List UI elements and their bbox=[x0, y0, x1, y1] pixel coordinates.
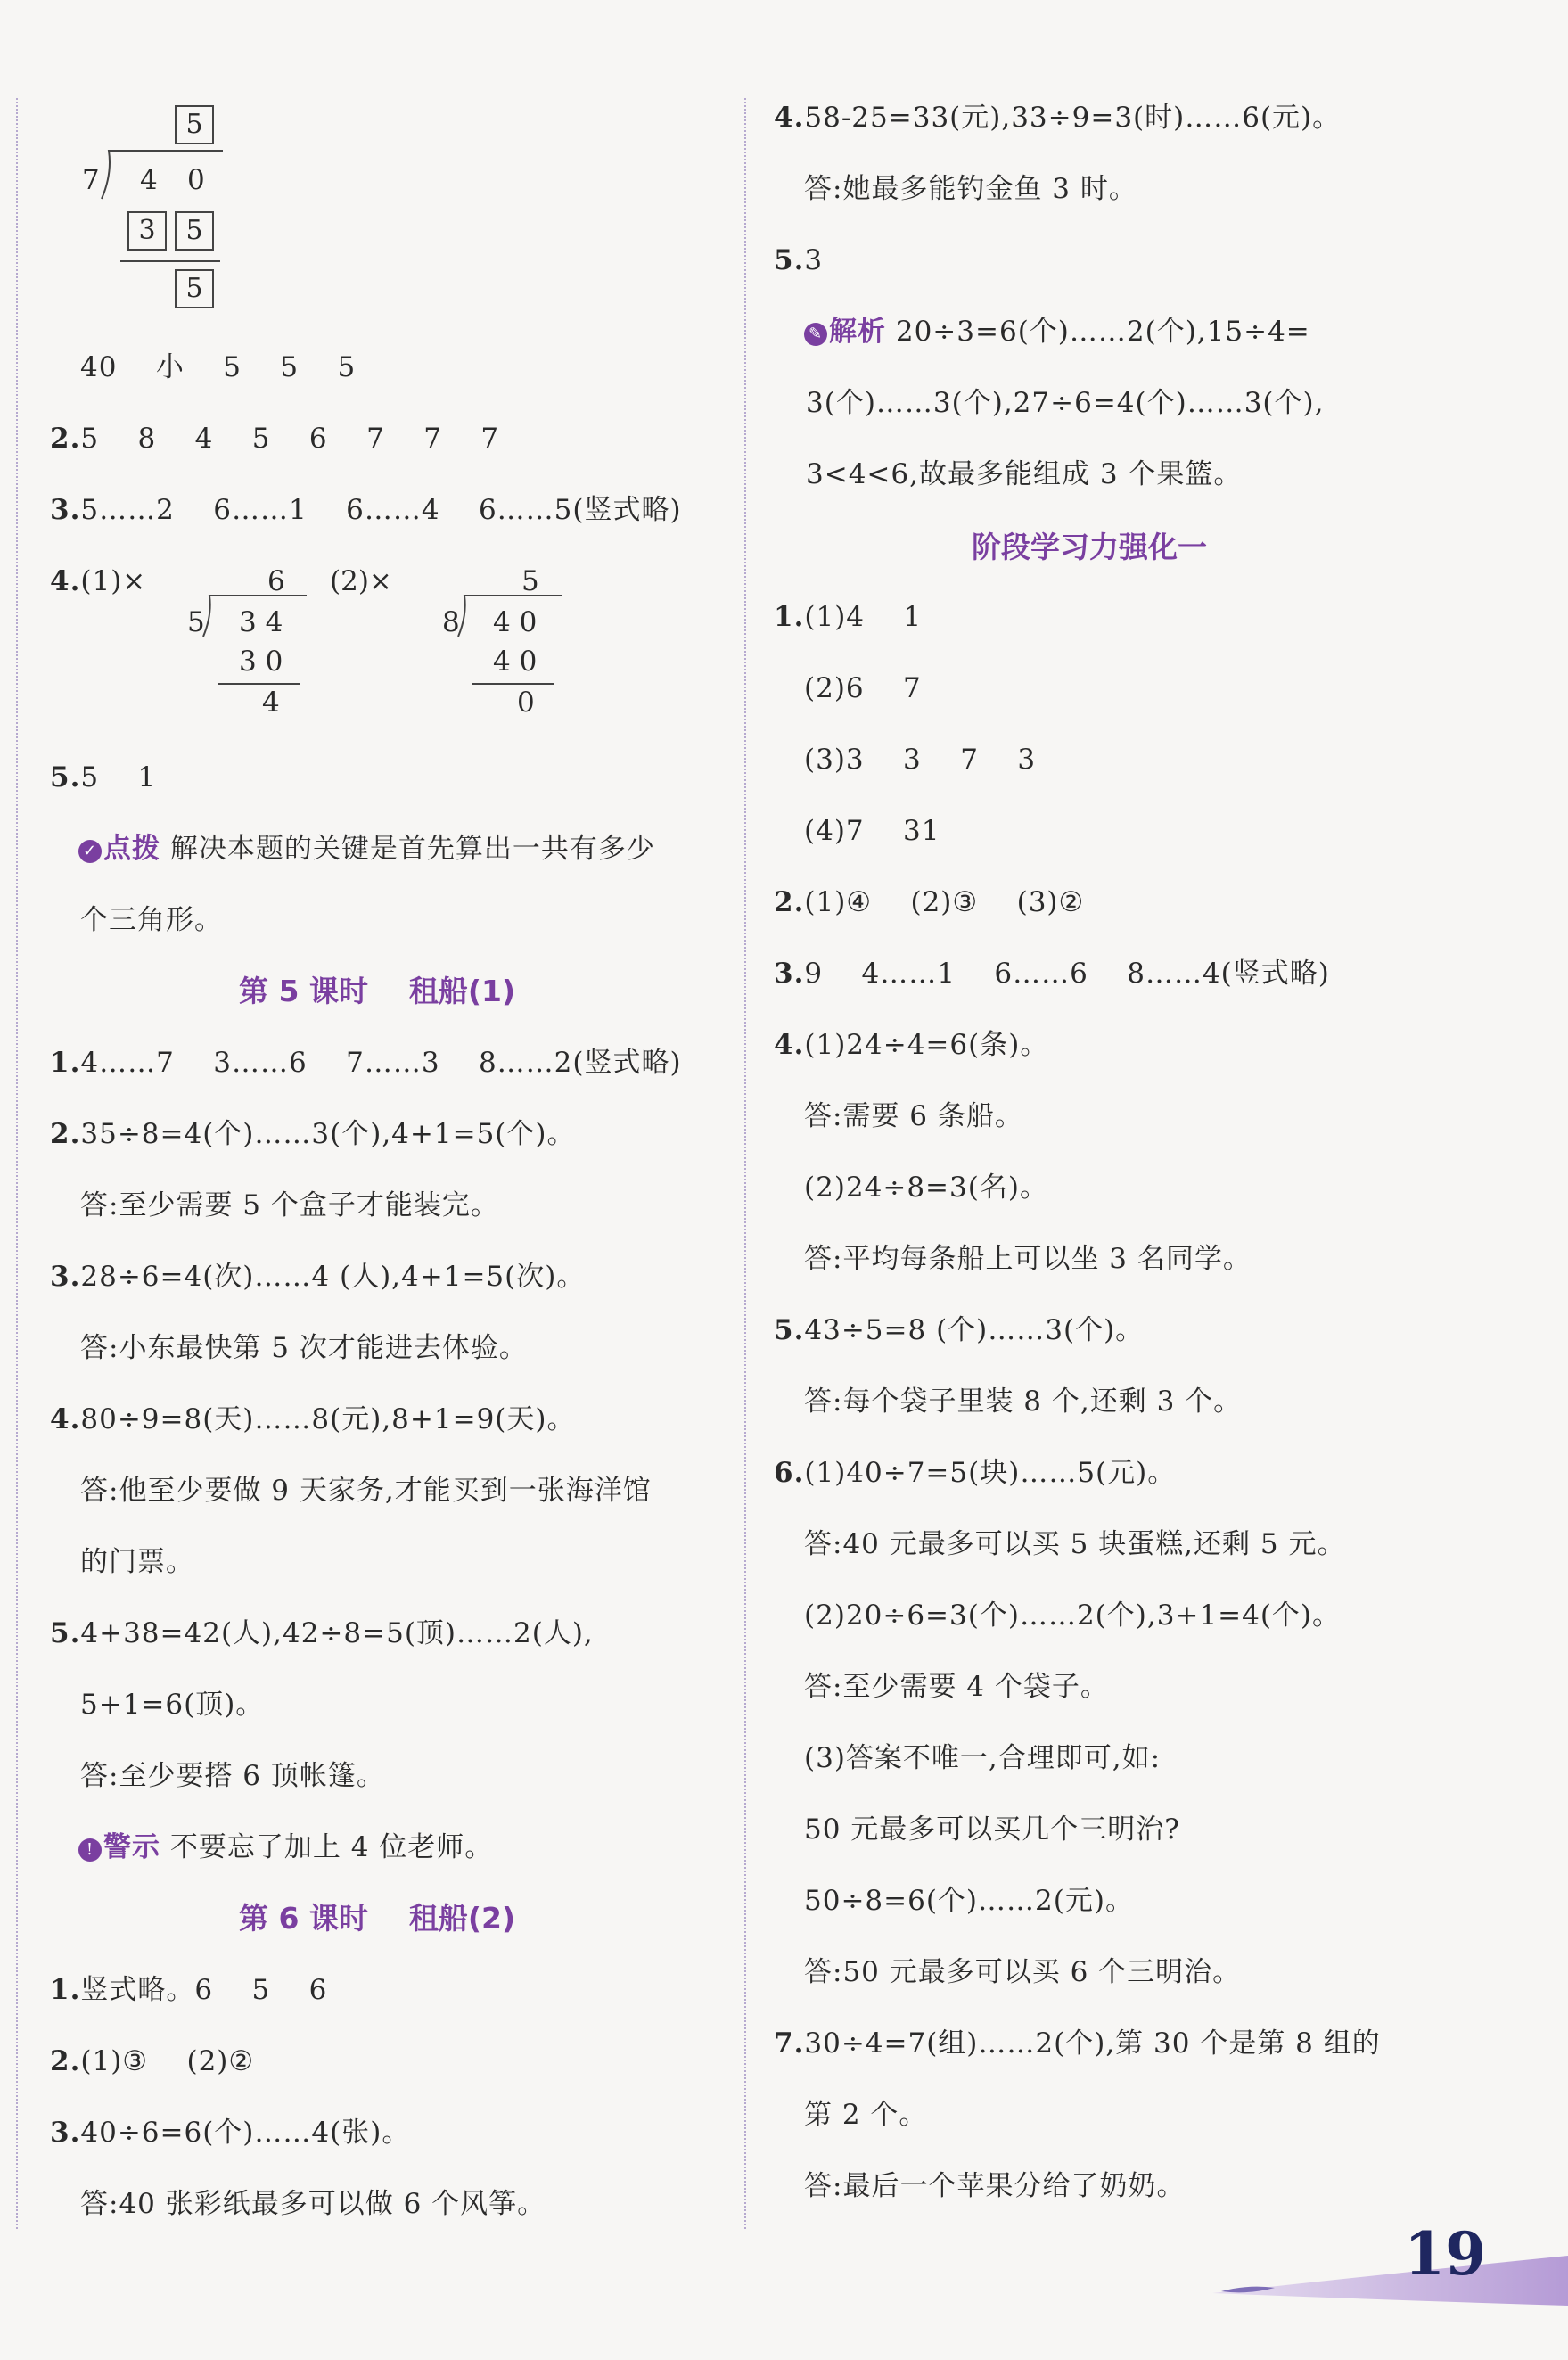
div-remainder: 0 bbox=[517, 687, 535, 719]
analysis-note bbox=[804, 314, 1310, 349]
q-text: 竖式略。6 5 6 bbox=[80, 1974, 328, 2006]
q-text: 4……7 3……6 7……3 8……2(竖式略) bbox=[80, 1047, 682, 1079]
answer-line bbox=[50, 1116, 575, 1152]
product-box-2: 5 bbox=[175, 211, 214, 251]
div-divisor: 8 bbox=[442, 606, 460, 638]
q-number: 7. bbox=[774, 2027, 805, 2060]
answer-line bbox=[804, 1598, 1341, 1633]
q-number: 4. bbox=[50, 565, 81, 597]
div-dividend: 3 4 bbox=[239, 606, 283, 638]
answer-line bbox=[80, 1473, 652, 1509]
q-text: 答:需要 6 条船。 bbox=[804, 1100, 1023, 1132]
answer-line bbox=[804, 171, 1137, 207]
answer-line bbox=[804, 1740, 1161, 1776]
q-number: 5. bbox=[774, 244, 805, 276]
exclamation-icon: ! bbox=[78, 1838, 102, 1862]
q-text: (2)24÷8=3(名)。 bbox=[804, 1172, 1048, 1204]
q-number: 5. bbox=[50, 1617, 81, 1649]
left-q3 bbox=[50, 492, 682, 528]
q-number: 6. bbox=[774, 1457, 805, 1489]
q-text: (1)③ (2)② bbox=[80, 2045, 255, 2077]
q-text: 答:至少需要 4 个袋子。 bbox=[804, 1671, 1109, 1703]
answer-line bbox=[50, 1402, 575, 1437]
answer-line bbox=[774, 2026, 1381, 2061]
tip-dianbo bbox=[78, 831, 655, 867]
division-rule bbox=[218, 683, 300, 685]
q-text: 答:小东最快第 5 次才能进去体验。 bbox=[80, 1332, 528, 1364]
q-number: 1. bbox=[50, 1047, 81, 1079]
q-text: (3)答案不唯一,合理即可,如: bbox=[804, 1742, 1162, 1774]
q-text: 40÷6=6(个)……4(张)。 bbox=[80, 2117, 411, 2149]
answer-line bbox=[80, 1544, 194, 1580]
q-text: 答:最后一个苹果分给了奶奶。 bbox=[804, 2170, 1186, 2202]
q-text: (2)6 7 bbox=[804, 672, 922, 704]
answer-line bbox=[804, 813, 940, 849]
q-text: (1)4 1 bbox=[804, 601, 923, 633]
page-corner-decoration bbox=[1212, 2229, 1568, 2327]
answer-line bbox=[804, 742, 1036, 777]
answer-line bbox=[804, 1883, 1134, 1919]
q-number: 3. bbox=[50, 1261, 81, 1293]
q-text: 50 元最多可以买几个三明治? bbox=[804, 1813, 1180, 1846]
q-text: 答:他至少要做 9 天家务,才能买到一张海洋馆 bbox=[80, 1475, 652, 1507]
q-text: (1)④ (2)③ (3)② bbox=[804, 886, 1085, 918]
q-number: 2. bbox=[50, 1118, 81, 1150]
answer-line bbox=[804, 1812, 1180, 1847]
answer-line bbox=[50, 1259, 585, 1295]
tip-tag: 点拨 bbox=[103, 833, 160, 865]
div-remainder: 4 bbox=[262, 687, 280, 719]
answer-line bbox=[804, 1241, 1252, 1277]
answer-line bbox=[774, 243, 823, 278]
q-text: 答:平均每条船上可以坐 3 名同学。 bbox=[804, 1243, 1252, 1275]
answer-line bbox=[50, 1045, 682, 1081]
div-divisor: 5 bbox=[187, 606, 205, 638]
q-text: 58-25=33(元),33÷9=3(时)……6(元)。 bbox=[804, 102, 1342, 134]
answer-line bbox=[80, 1687, 264, 1723]
q-text: 35÷8=4(个)……3(个),4+1=5(个)。 bbox=[80, 1118, 576, 1150]
dividend-digit-1: 4 bbox=[140, 164, 158, 196]
answer-line bbox=[50, 2043, 254, 2079]
magnifier-icon: ✎ bbox=[804, 323, 827, 346]
product-box-1: 3 bbox=[127, 211, 167, 251]
answer-line bbox=[804, 1526, 1345, 1562]
div-product: 4 0 bbox=[493, 646, 538, 678]
q-text: 9 4……1 6……6 8……4(竖式略) bbox=[804, 958, 1330, 990]
q-text: 答:40 张彩纸最多可以做 6 个风筝。 bbox=[80, 2188, 546, 2220]
lightbulb-icon: ✓ bbox=[78, 840, 102, 863]
answer-line bbox=[774, 100, 1341, 136]
q-number: 4. bbox=[774, 102, 805, 134]
warning-note bbox=[78, 1830, 493, 1865]
answer-line bbox=[80, 1188, 499, 1223]
q-number: 1. bbox=[774, 601, 805, 633]
answer-line bbox=[50, 2115, 410, 2150]
q-text: 答:至少要搭 6 顶帐篷。 bbox=[80, 1760, 385, 1792]
q-number: 3. bbox=[50, 494, 81, 526]
div-product: 3 0 bbox=[239, 646, 283, 678]
analysis-tag: 解析 bbox=[829, 316, 886, 348]
q-text: 80÷9=8(天)……8(元),8+1=9(天)。 bbox=[80, 1403, 576, 1435]
q-number: 4. bbox=[50, 1403, 81, 1435]
q-number: 2. bbox=[774, 886, 805, 918]
q-text: 第 2 个。 bbox=[804, 2099, 928, 2131]
analysis-line-3: 3<4<6,故最多能组成 3 个果篮。 bbox=[806, 458, 1243, 490]
answer-line bbox=[774, 956, 1330, 991]
q-text: 5 8 4 5 6 7 7 7 bbox=[80, 423, 500, 455]
left-q5 bbox=[50, 760, 156, 795]
q4-b-label: (2)× bbox=[330, 565, 392, 597]
divisor: 7 bbox=[82, 164, 100, 196]
answer-line bbox=[50, 1616, 594, 1651]
tip-dianbo-line2: 个三角形。 bbox=[80, 904, 223, 936]
fill-row: 40 小 5 5 5 bbox=[80, 351, 357, 383]
section-title-stage: 阶段学习力强化一 bbox=[972, 530, 1207, 564]
answer-line bbox=[50, 1972, 327, 2008]
analysis-line-2: 3(个)……3(个),27÷6=4(个)……3(个), bbox=[806, 387, 1325, 419]
answer-line bbox=[774, 599, 922, 635]
q4-a-label: (1)× bbox=[80, 565, 147, 597]
q-number: 5. bbox=[50, 761, 81, 794]
division-bracket bbox=[100, 147, 225, 201]
answer-line bbox=[80, 1758, 385, 1794]
q-text: 4+38=42(人),42÷8=5(顶)……2(人), bbox=[80, 1617, 594, 1649]
q-text: 5 1 bbox=[80, 761, 157, 794]
div-quotient: 5 bbox=[521, 565, 539, 597]
answer-line bbox=[804, 1384, 1242, 1419]
q-number: 1. bbox=[50, 1974, 81, 2006]
answer-line bbox=[80, 2186, 546, 2222]
div-quotient: 6 bbox=[267, 565, 285, 597]
q-text: 30÷4=7(组)……2(个),第 30 个是第 8 组的 bbox=[804, 2027, 1381, 2060]
left-margin-line bbox=[16, 98, 18, 2229]
q-text: 3 bbox=[804, 244, 824, 276]
answer-line bbox=[774, 884, 1084, 920]
quotient-box: 5 bbox=[175, 105, 214, 144]
q-text: 5……2 6……1 6……4 6……5(竖式略) bbox=[80, 494, 682, 526]
answer-line bbox=[804, 2168, 1185, 2204]
q-number: 4. bbox=[774, 1029, 805, 1061]
analysis-line-1: 20÷3=6(个)……2(个),15÷4= bbox=[886, 316, 1310, 348]
division-rule bbox=[120, 260, 220, 262]
dividend-digit-2: 0 bbox=[187, 164, 205, 196]
q-number: 2. bbox=[50, 423, 81, 455]
q-text: 50÷8=6(个)……2(元)。 bbox=[804, 1885, 1134, 1917]
q-text: 5+1=6(顶)。 bbox=[80, 1689, 265, 1721]
page-number: 19 bbox=[1404, 2219, 1486, 2289]
answer-line bbox=[804, 670, 922, 706]
division-rule bbox=[472, 683, 554, 685]
q-number: 3. bbox=[774, 958, 805, 990]
q-text: 答:50 元最多可以买 6 个三明治。 bbox=[804, 1956, 1242, 1988]
answer-line bbox=[804, 1954, 1241, 1990]
answer-line bbox=[804, 2097, 927, 2133]
q-text: 答:至少需要 5 个盒子才能装完。 bbox=[80, 1189, 499, 1221]
answer-line bbox=[804, 1098, 1023, 1134]
q-text: (1)40÷7=5(块)……5(元)。 bbox=[804, 1457, 1177, 1489]
q-text: 28÷6=4(次)……4 (人),4+1=5(次)。 bbox=[80, 1261, 586, 1293]
div-dividend: 4 0 bbox=[493, 606, 538, 638]
q-text: (2)20÷6=3(个)……2(个),3+1=4(个)。 bbox=[804, 1599, 1342, 1632]
warning-tag: 警示 bbox=[103, 1831, 160, 1863]
answer-line bbox=[804, 1170, 1048, 1205]
tip-text: 解决本题的关键是首先算出一共有多少 bbox=[160, 833, 655, 865]
q-text: (4)7 31 bbox=[804, 815, 940, 847]
section-title-lesson5: 第 5 课时 租船(1) bbox=[239, 974, 516, 1008]
answer-line bbox=[774, 1455, 1176, 1491]
q-text: 答:40 元最多可以买 5 块蛋糕,还剩 5 元。 bbox=[804, 1528, 1346, 1560]
answer-line bbox=[804, 1669, 1109, 1705]
answer-line bbox=[774, 1312, 1144, 1348]
answer-line bbox=[80, 1330, 528, 1366]
warning-text: 不要忘了加上 4 位老师。 bbox=[160, 1831, 494, 1863]
q-text: 答:每个袋子里装 8 个,还剩 3 个。 bbox=[804, 1386, 1243, 1418]
q-number: 2. bbox=[50, 2045, 81, 2077]
q-text: 43÷5=8 (个)……3(个)。 bbox=[804, 1314, 1145, 1346]
q-number: 5. bbox=[774, 1314, 805, 1346]
q-text: 的门票。 bbox=[80, 1546, 194, 1578]
left-q2 bbox=[50, 421, 499, 456]
left-q4 bbox=[50, 563, 146, 599]
q-text: (1)24÷4=6(条)。 bbox=[804, 1029, 1049, 1061]
column-divider bbox=[744, 98, 746, 2229]
remainder-box: 5 bbox=[175, 269, 214, 308]
section-title-lesson6: 第 6 课时 租船(2) bbox=[239, 1901, 516, 1936]
q-text: 答:她最多能钓金鱼 3 时。 bbox=[804, 173, 1137, 205]
q-text: (3)3 3 7 3 bbox=[804, 744, 1037, 776]
answer-line bbox=[774, 1027, 1048, 1063]
q-number: 3. bbox=[50, 2117, 81, 2149]
